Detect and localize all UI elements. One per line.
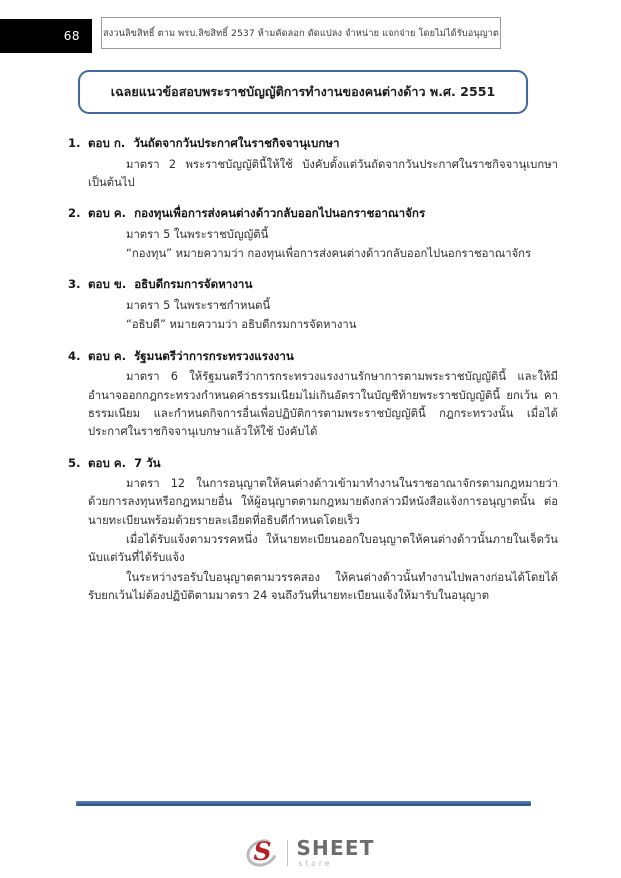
body-paragraph: “อธิบดี” หมายความว่า อธิบดีกรมการจัดหางาน bbox=[126, 318, 357, 332]
body-paragraph: มาตรา 5 ในพระราชกำหนดนี้ bbox=[126, 299, 271, 313]
answer-body bbox=[68, 156, 558, 193]
item-number: 3. bbox=[68, 277, 81, 292]
body-paragraph: มาตรา 5 ในพระราชบัญญัตินี้ bbox=[126, 227, 269, 241]
answer-text: วันถัดจากวันประกาศในราชกิจจานุเบกษา bbox=[133, 136, 340, 150]
page-number-badge bbox=[0, 19, 92, 53]
answer-text: รัฐมนตรีว่าการกระทรวงแรงงาน bbox=[134, 348, 294, 363]
page-title: เฉลยแนวข้อสอบพระราชบัญญัติการทำงานของคนต่างด้าว พ.ศ. 2551 bbox=[110, 84, 496, 99]
page-number: 68 bbox=[63, 29, 80, 43]
list-item bbox=[68, 136, 558, 192]
list-item bbox=[68, 206, 558, 263]
logo-divider bbox=[287, 840, 288, 866]
answer-heading bbox=[68, 349, 558, 365]
item-number: 1. bbox=[68, 136, 81, 150]
body-paragraph: ในระหว่างรอรับใบอนุญาตตามวรรคสอง ให้คนต่างด้าวนั้นทำงานไปพลางก่อนได้โดยได้รับยกเว้นไม่ต้องปฏิบัติตามมาตรา 24 จนถึงวันที่นายทะเบียนแจ้งให้มารับในอนุญาต bbox=[88, 570, 558, 602]
copyright-header-box bbox=[101, 17, 501, 49]
answer-heading bbox=[68, 206, 558, 222]
answer-text: อธิบดีกรมการจัดหางาน bbox=[134, 277, 253, 292]
item-number: 4. bbox=[68, 348, 81, 363]
document-title-box bbox=[78, 70, 528, 114]
answer-text: 7 วัน bbox=[134, 455, 161, 470]
logo-main-text: SHEET bbox=[296, 836, 375, 861]
item-number: 2. bbox=[68, 206, 81, 221]
answer-heading bbox=[68, 277, 558, 293]
answer-label: ตอบ ก. bbox=[88, 136, 126, 150]
answer-body bbox=[68, 368, 558, 441]
answer-body bbox=[68, 226, 558, 264]
answer-heading bbox=[68, 456, 558, 472]
answer-label: ตอบ ข. bbox=[88, 277, 127, 292]
body-paragraph: มาตรา 12 ในการอนุญาตให้คนต่างด้าวเข้ามาทำงานในราชอาณาจักรตามกฎหมายว่าด้วยการลงทุนหรือกฎหมายอื่น ให้ผู้อนุญาตตามกฎหมายดังกล่าวมีหนังสือแจ้งการอนุญาตนั้น ต่อนายทะเบียนพร้อมด้วยรายละเอียดที่อธิบดีกำหนดโดยเร็ว bbox=[88, 477, 558, 527]
body-paragraph: มาตรา 6 ให้รัฐมนตรีว่าการกระทรวงแรงงานรักษาการตามพระราชบัญญัตินี้ และให้มีอำนาจออกกฎกระทรวงกำหนดค่าธรรมเนียมไม่เกินอัตราในบัญชีท้ายพระราชบัญญัตินี้ ยกเว้น คาธรรมเนียม และกำหนดกิจการอื่นเพื่อปฏิบัติการตามพระราชบัญญัตินี้ กฎกระทรวงนั้น เมื่อได้ประกาศในราชกิจจานุเบกษาแล้วให้ใช้ บังคับได้ bbox=[88, 370, 558, 439]
sheet-store-logo-icon bbox=[246, 838, 280, 868]
copyright-notice-text: สงวนลิขสิทธิ์ ตาม พรบ.ลิขสิทธิ์ 2537 ห้ามคัดลอก ดัดแปลง จำหน่าย แจกจ่าย โดยไม่ได้รับอนุญาต bbox=[103, 27, 499, 39]
item-number: 5. bbox=[68, 455, 81, 470]
answer-key-list bbox=[68, 136, 558, 619]
body-paragraph: มาตรา 2 พระราชบัญญัตินี้ให้ใช้ บังคับตั้งแต่วันถัดจากวันประกาศในราชกิจจานุเบกษาเป็นต้นไป bbox=[88, 157, 558, 189]
footer-divider bbox=[76, 801, 531, 806]
logo-sub-text: store bbox=[298, 859, 333, 869]
footer-logo bbox=[0, 838, 621, 868]
answer-label: ตอบ ค. bbox=[88, 206, 127, 221]
body-paragraph: เมื่อได้รับแจ้งตามวรรคหนึ่ง ให้นายทะเบียนออกใบอนุญาตให้คนต่างด้าวนั้นภายในเจ็ดวันนับแต่วันที่ได้รับแจ้ง bbox=[88, 533, 558, 565]
answer-body bbox=[68, 297, 558, 335]
answer-label: ตอบ ค. bbox=[88, 455, 127, 470]
body-paragraph: “กองทุน” หมายความว่า กองทุนเพื่อการส่งคนต่างด้าวกลับออกไปนอกราชอาณาจักร bbox=[126, 247, 532, 261]
answer-body bbox=[68, 475, 558, 605]
list-item bbox=[68, 349, 558, 442]
list-item bbox=[68, 456, 558, 606]
logo-s-glyph: S bbox=[253, 837, 272, 866]
answer-heading bbox=[68, 136, 558, 152]
list-item bbox=[68, 277, 558, 334]
answer-text: กองทุนเพื่อการส่งคนต่างด้าวกลับออกไปนอกราชอาณาจักร bbox=[134, 206, 426, 221]
answer-label: ตอบ ค. bbox=[88, 348, 127, 363]
